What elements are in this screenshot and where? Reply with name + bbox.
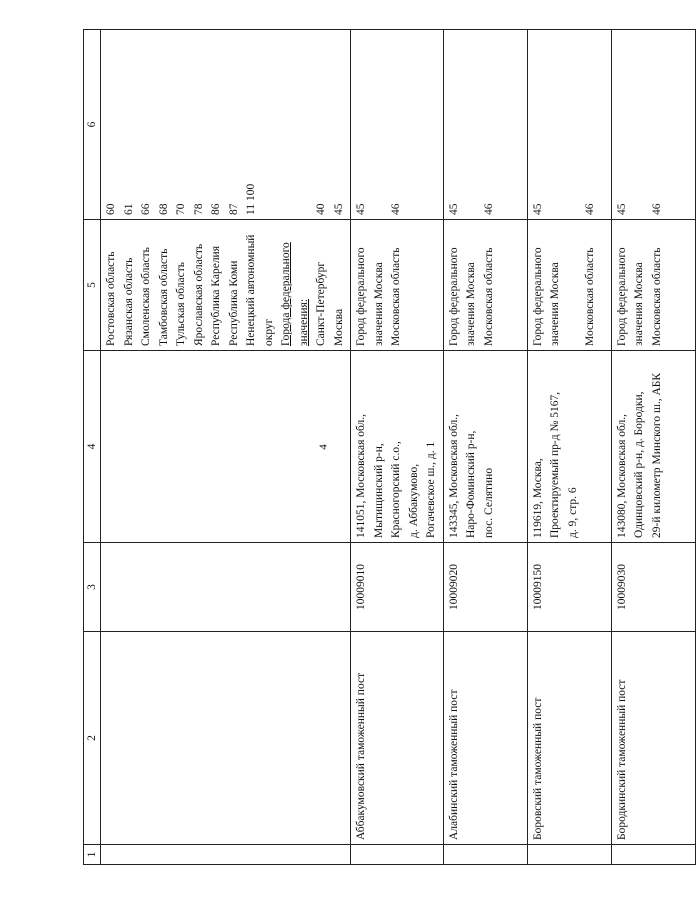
post-name: Алабинский таможенный пост [443, 632, 527, 845]
post-address: 141051, Московская обл., Мытищинский р-н, Красногорский с.о., д. Аббакумово, Рогачевское ш., д. 1 [351, 351, 444, 543]
table-row [351, 30, 444, 865]
post-regions: Город федерального значения Москва Московская область [443, 220, 527, 351]
post-address: 119619, Москва, Проектируемый пр-д № 5167, д. 9, стр. 6 [527, 351, 611, 543]
post-region-codes: 45 46 [611, 30, 695, 220]
page-number: 4 [317, 444, 330, 450]
region-list: Ростовская область Рязанская область Смоленская область Тамбовская область Тульская область Ярославская область Республика Карелия Республика Коми Ненецкий автономный округ Города федерального значения: Санкт-Петербург Москва [101, 220, 351, 351]
post-code: 10009010 [351, 543, 444, 632]
post-region-codes: 45 46 [351, 30, 444, 220]
table-row [527, 30, 611, 865]
table-row [443, 30, 527, 865]
table-row [101, 30, 351, 865]
column-number-row [84, 30, 101, 865]
column-header-1: 1 [84, 845, 101, 865]
column-header-2: 2 [84, 632, 101, 845]
post-name: Боровский таможенный пост [527, 632, 611, 845]
region-code-list: 60 61 66 68 70 78 86 87 11 100 40 45 [101, 30, 351, 220]
post-address: 143080, Московская обл., Одинцовский р-н, д. Бородки, 29-й километр Минского ш., АБК [611, 351, 695, 543]
table-row [611, 30, 695, 865]
post-name: Аббакумовский таможенный пост [351, 632, 444, 845]
post-regions: Город федерального значения Москва Московская область [527, 220, 611, 351]
column-header-5: 5 [84, 220, 101, 351]
column-header-6: 6 [84, 30, 101, 220]
post-region-codes: 45 46 [443, 30, 527, 220]
post-address: 143345, Московская обл., Наро-Фоминский р-н, пос. Селятино [443, 351, 527, 543]
rotated-table-container [83, 30, 663, 865]
post-region-codes: 45 46 [527, 30, 611, 220]
post-code: 10009020 [443, 543, 527, 632]
post-regions: Город федерального значения Москва Московская область [611, 220, 695, 351]
post-code: 10009030 [611, 543, 695, 632]
post-name: Бородкинский таможенный пост [611, 632, 695, 845]
customs-posts-table [83, 29, 696, 865]
post-regions: Город федерального значения Москва Московская область [351, 220, 444, 351]
column-header-4: 4 [84, 351, 101, 543]
post-code: 10009150 [527, 543, 611, 632]
column-header-3: 3 [84, 543, 101, 632]
